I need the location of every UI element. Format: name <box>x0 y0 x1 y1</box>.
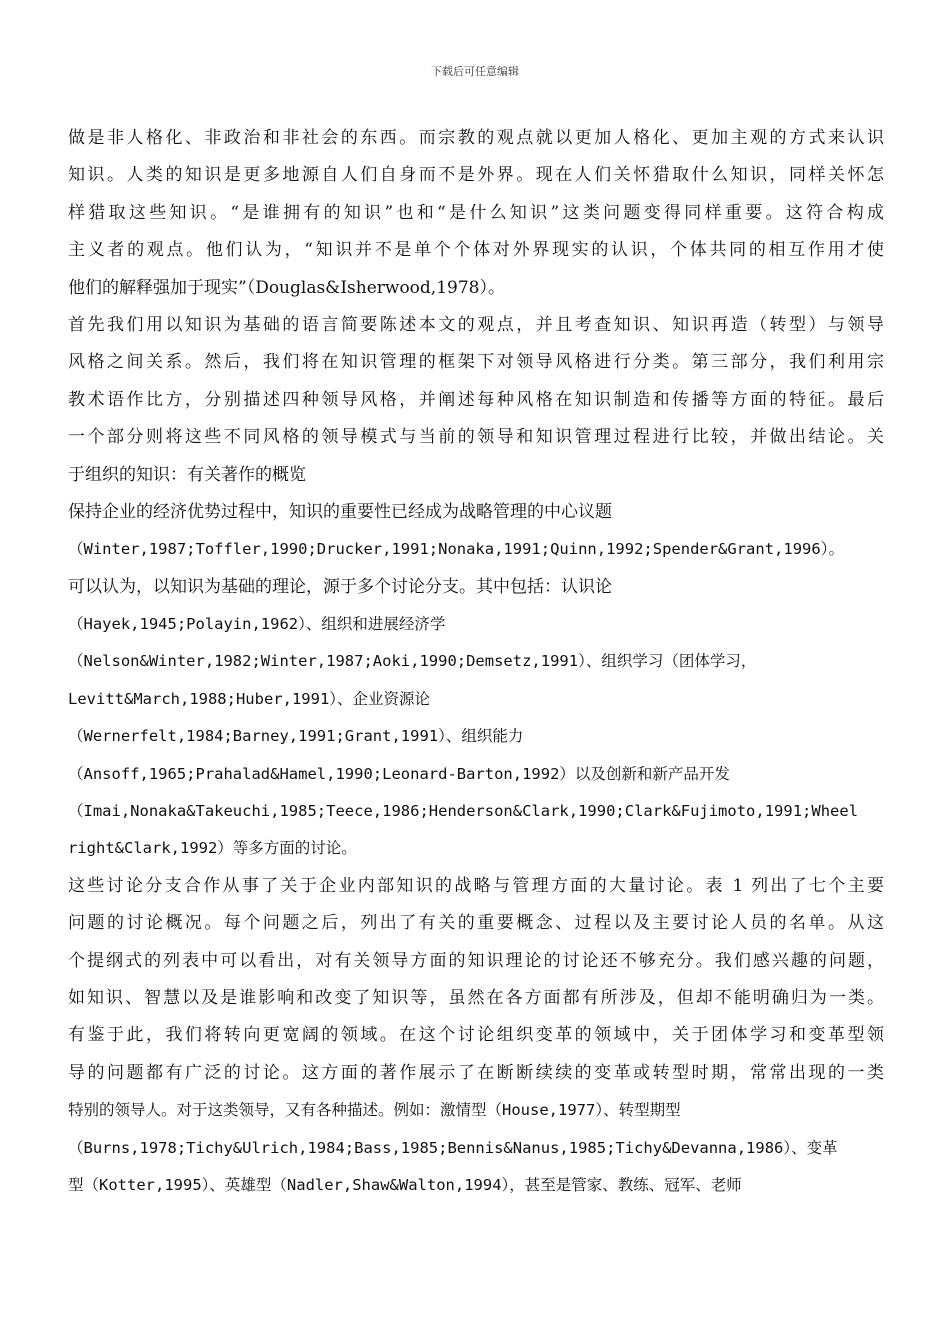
citation-line: 型（Kotter,1995）、英雄型（Nadler,Shaw&Walton,1994），甚至是管家、教练、冠军、老师 <box>68 1175 742 1194</box>
text-line: 样猎取这些知识。“是谁拥有的知识”也和“是什么知识”这类问题变得同样重要。这符合构成 <box>68 202 884 223</box>
text-line: 知识。人类的知识是更多地源自人们自身而不是外界。现在人们关怀猎取什么知识，同样关怀怎 <box>68 165 884 186</box>
text-line: 于组织的知识：有关著作的概览 <box>68 464 306 485</box>
text-line: 有鉴于此，我们将转向更宽阔的领域。在这个讨论组织变革的领域中，关于团体学习和变革型领 <box>68 1025 884 1046</box>
text-line: 个提纲式的列表中可以看出，对有关领导方面的知识理论的讨论还不够充分。我们感兴趣的问题， <box>68 950 884 971</box>
text-line: 问题的讨论概况。每个问题之后，列出了有关的重要概念、过程以及主要讨论人员的名单。从这 <box>68 913 884 934</box>
citation-line: （Burns,1978;Tichy&Ulrich,1984;Bass,1985;Bennis&Nanus,1985;Tichy&Devanna,1986）、变革 <box>68 1138 838 1157</box>
citation-line: （Nelson&Winter,1982;Winter,1987;Aoki,1990;Demsetz,1991）、组织学习（团体学习， <box>68 652 757 671</box>
citation-line: 特别的领导人。对于这类领导，又有各种描述。例如：激情型（House,1977）、转型期型 <box>68 1101 681 1120</box>
text-line: 首先我们用以知识为基础的语言简要陈述本文的观点，并且考查知识、知识再造（转型）与领导 <box>68 314 884 335</box>
citation-line: （Hayek,1945;Polayin,1962）、组织和进展经济学 <box>68 615 446 634</box>
text-line: 保持企业的经济优势过程中，知识的重要性已经成为战略管理的中心议题 <box>68 501 612 522</box>
citation-line: （Wernerfelt,1984;Barney,1991;Grant,1991）、组织能力 <box>68 727 524 746</box>
text-line: 他们的解释强加于现实”（Douglas&Isherwood,1978）。 <box>68 277 505 298</box>
text-line: 教术语作比方，分别描述四种领导风格，并阐述每种风格在知识制造和传播等方面的特征。最后 <box>68 389 884 410</box>
text-line: 这些讨论分支合作从事了关于企业内部知识的战略与管理方面的大量讨论。表 1 列出了七个主要 <box>68 875 884 896</box>
text-line: 主义者的观点。他们认为，“知识并不是单个个体对外界现实的认识，个体共同的相互作用才使 <box>68 240 884 261</box>
page-header: 下载后可任意编辑 <box>431 65 519 78</box>
text-line: 做是非人格化、非政治和非社会的东西。而宗教的观点就以更加人格化、更加主观的方式来认识 <box>68 128 884 148</box>
text-line: 风格之间关系。然后，我们将在知识管理的框架下对领导风格进行分类。第三部分，我们利用宗 <box>68 352 884 373</box>
citation-line: （Winter,1987;Toffler,1990;Drucker,1991;Nonaka,1991;Quinn,1992;Spender&Grant,1996）。 <box>68 540 844 559</box>
text-line: 导的问题都有广泛的讨论。这方面的著作展示了在断断续续的变革或转型时期，常常出现的一类 <box>68 1062 884 1083</box>
document-body <box>68 120 884 1204</box>
text-line: 可以认为，以知识为基础的理论，源于多个讨论分支。其中包括：认识论 <box>68 576 612 597</box>
text-line: 如知识、智慧以及是谁影响和改变了知识等，虽然在各方面都有所涉及，但却不能明确归为一类。 <box>68 987 884 1008</box>
text-line: 一个部分则将这些不同风格的领导模式与当前的领导和知识管理过程进行比较，并做出结论。关 <box>68 427 884 448</box>
citation-line: （Imai,Nonaka&Takeuchi,1985;Teece,1986;Henderson&Clark,1990;Clark&Fujimoto,1991;Wheel <box>68 802 859 821</box>
citation-line: （Ansoff,1965;Prahalad&Hamel,1990;Leonard-Barton,1992）以及创新和新产品开发 <box>68 764 730 783</box>
citation-line: right&Clark,1992）等多方面的讨论。 <box>68 839 357 858</box>
citation-line: Levitt&March,1988;Huber,1991）、企业资源论 <box>68 689 431 708</box>
